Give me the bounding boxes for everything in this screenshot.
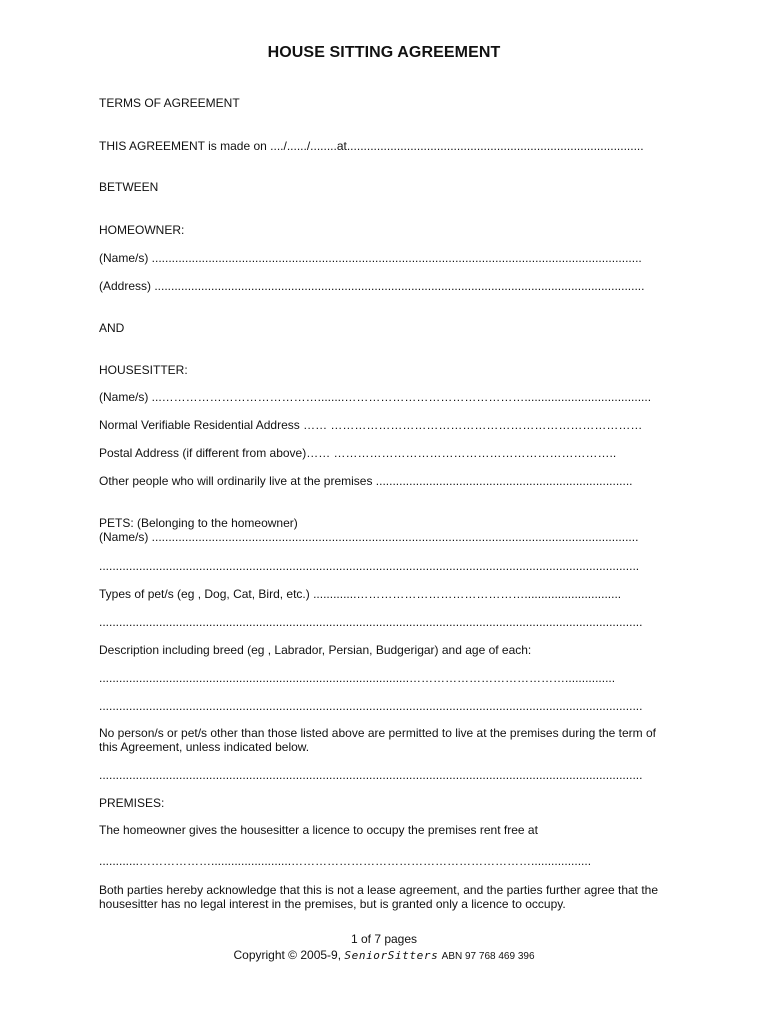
homeowner-heading: HOMEOWNER: (99, 223, 185, 237)
abn-number: ABN 97 768 469 396 (441, 951, 535, 962)
premises-address-line: ............………………........................…………………………………………………….................. (99, 854, 592, 868)
pet-description-line-2: ................................................................................................................................................................... (99, 699, 643, 713)
residential-address-line: Normal Verifiable Residential Address …… …………………………………………………………………… (99, 418, 643, 432)
homeowner-names-line: (Name/s) ................................................................................................................................................... (99, 251, 642, 265)
other-people-line: Other people who will ordinarily live at the premises ............................................................................. (99, 474, 633, 488)
terms-heading: TERMS OF AGREEMENT (99, 96, 240, 110)
and-label: AND (99, 321, 125, 335)
copyright-text: Copyright © 2005-9, (233, 948, 342, 962)
pet-names-continuation-line: .................................................................................................................................................................. (99, 559, 640, 573)
premises-heading: PREMISES: (99, 796, 165, 810)
housesitter-heading: HOUSESITTER: (99, 363, 188, 377)
between-label: BETWEEN (99, 180, 159, 194)
pets-heading: PETS: (Belonging to the homeowner) (99, 516, 298, 530)
brand-name: SeniorSitters (344, 949, 439, 962)
pet-types-line: Types of pet/s (eg , Dog, Cat, Bird, etc.) .............……………………………………............................. (99, 587, 622, 601)
pet-types-continuation-line: ................................................................................................................................................................... (99, 615, 643, 629)
document-title: HOUSE SITTING AGREEMENT (267, 44, 501, 61)
restriction-paragraph: No person/s or pet/s other than those listed above are permitted to live at the premises during the term of this Agreement, unless indicated below. (99, 726, 656, 754)
pet-names-line: (Name/s) .................................................................................................................................................. (99, 530, 639, 544)
homeowner-address-line: (Address) ................................................................................................................................................... (99, 279, 645, 293)
postal-address-line: Postal Address (if different from above)…… …………………………………………………………….. (99, 446, 617, 460)
restriction-fill-line: ................................................................................................................................................................... (99, 768, 643, 782)
agreement-date-line: THIS AGREEMENT is made on ..../....../........at......................................................................................... (99, 139, 644, 153)
premises-licence-text: The homeowner gives the housesitter a licence to occupy the premises rent free at (99, 823, 538, 837)
acknowledgement-paragraph: Both parties hereby acknowledge that this is not a lease agreement, and the parties further agree that the housesitter has no legal interest in the premises, but is granted only a licence to occupy. (99, 883, 659, 911)
housesitter-names-line: (Name/s) ...…………………………………........………………………………………...................................... (99, 390, 652, 404)
pet-description-label: Description including breed (eg , Labrador, Persian, Budgerigar) and age of each: (99, 643, 532, 657)
page-number: 1 of 7 pages (350, 932, 418, 946)
pet-description-line-1: .............................................................................................…………………………………............... (99, 671, 616, 685)
copyright-line (0, 948, 768, 964)
